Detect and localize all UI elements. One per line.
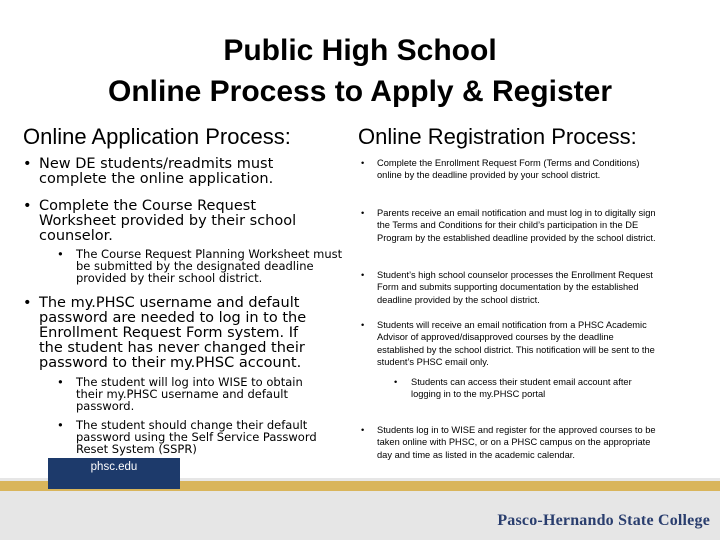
application-bullet-text: The my.PHSC username and default password are needed to log in to the Enrollment Request Form system. If the student has never changed their password to their my.PHSC account.	[39, 295, 307, 371]
application-bullet-text: New DE students/readmits must complete the online application.	[39, 156, 274, 187]
website-link[interactable]: phsc.edu	[90, 461, 138, 473]
registration-sub-bullet-text: Students can access their student email account after logging in to the my.PHSC portal	[411, 377, 632, 400]
bullet-dot: •	[361, 320, 365, 330]
application-bullet	[23, 296, 323, 371]
application-sub-bullet	[57, 249, 347, 284]
college-logo-text: Pasco-Hernando State College	[497, 512, 710, 529]
slide-title	[0, 30, 720, 112]
registration-bullet	[358, 424, 658, 461]
bullet-dot: •	[57, 247, 64, 261]
bullet-dot: •	[361, 208, 365, 218]
bullet-dot: •	[361, 270, 365, 280]
application-process-heading: Online Application Process:	[23, 124, 291, 149]
registration-bullet-text: Parents receive an email notification and must log in to digitally sign the Terms and Conditions for their child’s participation in the DE Program by the established deadline provided by the school district.	[377, 208, 656, 243]
application-sub-bullet	[57, 377, 327, 412]
registration-process-heading: Online Registration Process:	[358, 124, 637, 149]
registration-bullet-text: Complete the Enrollment Request Form (Terms and Conditions) online by the deadline provided by your school district.	[377, 158, 640, 181]
bullet-dot: •	[23, 295, 32, 311]
bullet-dot: •	[361, 158, 365, 168]
application-bullet	[23, 199, 323, 244]
bullet-dot: •	[394, 377, 398, 387]
registration-bullet-text: Students will receive an email notification from a PHSC Academic Advisor of approved/disapproved courses by the deadline established by the school district. This notification will be sent to the student’s PHSC email only.	[377, 320, 655, 367]
application-sub-bullet-text: The Course Request Planning Worksheet must be submitted by the designated deadline provided by their school district.	[76, 247, 343, 285]
registration-bullet	[358, 269, 658, 306]
slide-title-line-2: Online Process to Apply & Register	[107, 75, 612, 108]
bullet-dot: •	[57, 375, 64, 389]
application-sub-bullet-text: The student will log into WISE to obtain their my.PHSC username and default password.	[76, 375, 303, 413]
registration-bullet	[358, 157, 658, 182]
application-sub-bullet-text: The student should change their default password using the Self Service Password Reset System (SSPR)	[76, 418, 317, 456]
registration-bullet	[358, 319, 658, 368]
slide-title-line-1: Public High School	[223, 34, 497, 67]
registration-bullet-text: Students log in to WISE and register for the approved courses to be taken online with PHSC, or on a PHSC campus on the appropriate day and time as listed in the academic calendar.	[377, 425, 656, 460]
bullet-dot: •	[361, 425, 365, 435]
registration-bullet-text: Student’s high school counselor processes the Enrollment Request Form and submits supporting documentation by the established deadline provided by the school district.	[377, 270, 653, 305]
bullet-dot: •	[23, 156, 32, 172]
application-sub-bullet	[57, 420, 347, 455]
application-bullet-text: Complete the Course Request Worksheet provided by their school counselor.	[39, 198, 297, 244]
bullet-dot: •	[57, 418, 64, 432]
registration-bullet	[358, 207, 658, 244]
application-bullet	[23, 157, 323, 187]
bullet-dot: •	[23, 198, 32, 214]
registration-sub-bullet	[394, 376, 659, 401]
